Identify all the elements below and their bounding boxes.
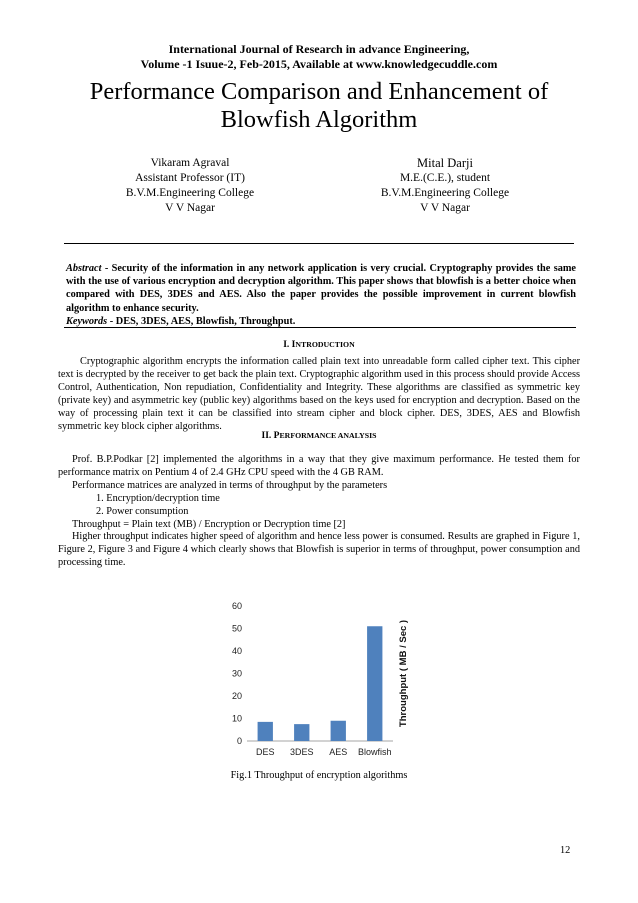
author-1 [95, 156, 285, 216]
abstract-body: - Security of the information in any network application is very crucial. Cryptography provides the same with the use of various encryption and decryption algorithm. This paper shows that blowfish is a better choice when compared with DES, 3DES and AES. Also the paper provides the possible improvement in current blowfish algorithm to enhance security. [66, 263, 576, 314]
title-line1: Performance Comparison and Enhancement of [89, 78, 549, 105]
bar-blowfish [367, 626, 382, 741]
bar-des [258, 722, 273, 741]
section-1-paragraph: Cryptographic algorithm encrypts the information called plain text into unreadable form called cipher text. This cipher text is decrypted by the receiver to get back the plain text. Cryptographic algorithm used in this process should provide Access Control, Authentication, Non repudiation, Confidentiality and Integrity. These algorithms are classified as symmetric key (private key) and asymmetric key (public key) algorithms based on the keys used for encryption and decryption. Based on the way of processing plain text it can be classified into stream cipher and block cipher. DES, 3DES, AES and Blowfish symmetric key block cipher algorithms. [58, 356, 580, 432]
author-affiliation: B.V.M.Engineering College [380, 187, 510, 199]
y-tick-label: 0 [236, 736, 242, 746]
author-name: Vikaram Agraval [150, 157, 230, 169]
section-1-number: I. I [283, 340, 296, 350]
title-line2: Blowfish Algorithm [220, 106, 418, 133]
y-tick-label: 20 [231, 691, 242, 701]
author-location: V V Nagar [165, 202, 215, 214]
section-1-title: NTRODUCTION [295, 340, 355, 349]
author-role: Assistant Professor (IT) [135, 172, 245, 184]
bar-aes [331, 721, 346, 741]
throughput-formula: Throughput = Plain text (MB) / Encryption or Decryption time [2] [72, 518, 346, 530]
y-tick-label: 40 [231, 646, 242, 656]
throughput-chart [223, 594, 413, 769]
list-item: 2. Power consumption [96, 505, 189, 517]
figure-caption: Fig.1 Throughput of encryption algorithms [230, 770, 408, 781]
abstract-label: Abstract [66, 263, 102, 274]
x-tick-label: 3DES [289, 747, 314, 757]
y-tick-label: 30 [231, 668, 242, 679]
section-2-number: II. P [261, 431, 280, 441]
journal-header-line1: International Journal of Research in advance Engineering, [168, 42, 470, 56]
author-2 [350, 156, 540, 216]
y-tick-label: 60 [231, 601, 242, 611]
section-2-body [58, 454, 580, 570]
y-axis-label: Throughput ( MB / Sec ) [398, 619, 409, 728]
author-role: M.E.(C.E.), student [399, 172, 491, 184]
y-tick-label: 50 [231, 623, 242, 634]
paper-title [30, 78, 608, 134]
divider-top [64, 243, 574, 244]
page-number: 12 [560, 845, 571, 856]
keywords-list: - DES, 3DES, AES, Blowfish, Throughput. [107, 315, 296, 327]
y-tick-label: 10 [231, 713, 242, 724]
section-2-paragraph-1: Prof. B.P.Podkar [2] implemented the algorithms in a way that they give maximum performance. He tested them for performance matrix on Pentium 4 of 2.4 GHz CPU speed with the 4 GB RAM. [58, 454, 580, 478]
author-location: V V Nagar [420, 202, 470, 214]
divider-bottom [64, 327, 576, 328]
author-affiliation: B.V.M.Engineering College [125, 187, 255, 199]
keywords-label: Keywords [66, 315, 108, 327]
list-item: 1. Encryption/decryption time [96, 492, 220, 504]
x-tick-label: DES [255, 747, 275, 757]
bar-3des [294, 724, 309, 741]
x-tick-label: Blowfish [357, 747, 392, 757]
section-2-title: ERFORMANCE ANALYSIS [279, 431, 377, 440]
journal-header [0, 42, 638, 72]
journal-header-line2: Volume -1 Isuue-2, Feb-2015, Available at www.knowledgecuddle.com [140, 57, 498, 71]
chart-svg [223, 594, 413, 769]
section-2-heading [0, 431, 638, 441]
x-tick-label: AES [329, 747, 348, 757]
abstract-text [66, 262, 576, 315]
abstract-block [66, 262, 576, 328]
section-2-paragraph-2: Performance matrices are analyzed in terms of throughput by the parameters [72, 479, 388, 491]
section-1-heading [0, 340, 638, 350]
section-2-paragraph-3: Higher throughput indicates higher speed of algorithm and hence less power is consumed. Results are graphed in Figure 1, Figure 2, Figure 3 and Figure 4 which clearly shows that Blowfish is superior in terms of throughput, power consumption and processing time. [58, 531, 580, 569]
author-name: Mital Darji [417, 156, 473, 170]
